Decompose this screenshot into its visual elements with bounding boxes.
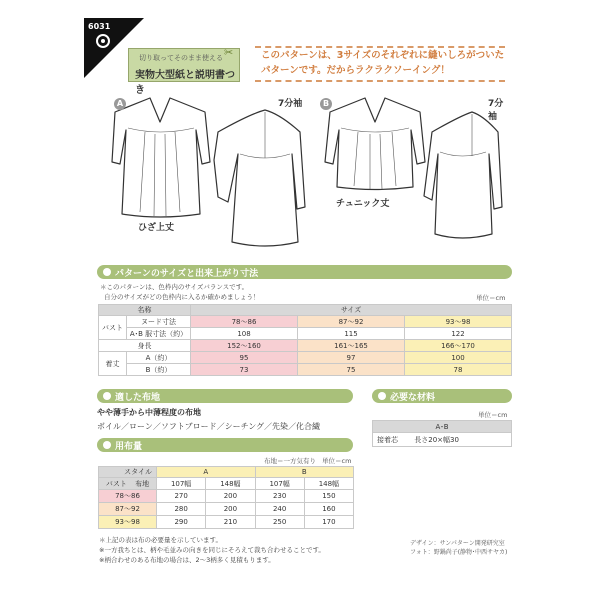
yardage-value: 170 bbox=[304, 516, 353, 529]
fabric-weight: やや薄手から中薄程度の布地 bbox=[97, 408, 201, 417]
yardage-width: 107幅 bbox=[255, 478, 304, 490]
materials-section-header bbox=[372, 389, 512, 403]
yardage-value: 240 bbox=[255, 503, 304, 516]
yardage-value: 200 bbox=[206, 490, 255, 503]
yardage-note-1: ＊上記の表は布の必要量を示しています。 bbox=[99, 536, 222, 544]
yardage-width: 148幅 bbox=[304, 478, 353, 490]
yardage-width: 107幅 bbox=[157, 478, 206, 490]
a-length-value: 97 bbox=[298, 352, 405, 364]
nude-label: ヌード寸法 bbox=[127, 316, 191, 328]
garment-illustrations bbox=[100, 92, 512, 252]
scissors-icon: ✂ bbox=[224, 46, 234, 59]
size-note-2: 自分のサイズがどの色枠内に入るか確かめましょう！ bbox=[104, 293, 260, 301]
yardage-section-header bbox=[97, 438, 353, 452]
materials-table bbox=[372, 420, 512, 447]
bullet-icon bbox=[103, 441, 111, 449]
badge-line2: 実物大型紙と説明書つき bbox=[135, 70, 235, 96]
nude-value: 93〜98 bbox=[405, 316, 512, 328]
yardage-value: 280 bbox=[157, 503, 206, 516]
yardage-style-b: B bbox=[255, 467, 354, 478]
bullet-icon bbox=[103, 268, 111, 276]
finished-label: A･B 服寸法（約） bbox=[127, 328, 191, 340]
badge-line1: 切り取ってそのまま使える bbox=[139, 54, 223, 62]
style-a-sleeve-label: 7分袖 bbox=[278, 99, 303, 109]
yardage-size: 78〜86 bbox=[99, 490, 157, 503]
pattern-code: 6031 bbox=[88, 22, 111, 31]
promo-box bbox=[255, 46, 505, 82]
yardage-style-a: A bbox=[157, 467, 256, 478]
size-note-1: ＊このパターンは、色枠内のサイズバランスです。 bbox=[100, 283, 249, 291]
a-length-label: A（約） bbox=[127, 352, 191, 364]
yardage-value: 230 bbox=[255, 490, 304, 503]
yardage-bust-fabric-head bbox=[99, 478, 157, 490]
yardage-section-title: 用布量 bbox=[115, 442, 143, 452]
materials-section-title: 必要な材料 bbox=[390, 393, 436, 403]
yardage-value: 210 bbox=[206, 516, 255, 529]
size-unit: 単位＝cm bbox=[476, 294, 506, 302]
size-section-title: パターンのサイズと出来上がり寸法 bbox=[115, 269, 259, 279]
size-section-header bbox=[97, 265, 512, 279]
yardage-value: 160 bbox=[304, 503, 353, 516]
fabric-section-title: 適した布地 bbox=[115, 393, 161, 403]
thread-reel-icon bbox=[96, 34, 110, 48]
yardage-value: 270 bbox=[157, 490, 206, 503]
yardage-size: 87〜92 bbox=[99, 503, 157, 516]
bullet-icon bbox=[378, 392, 386, 400]
yardage-unit-note: 布地＝一方気有り bbox=[264, 457, 316, 465]
size-table bbox=[98, 304, 512, 376]
style-b-sleeve-label: 7分袖 bbox=[488, 99, 504, 122]
yardage-note-2: ※一方我ちとは、柄や毛並みの向きを同じにそろえて裁ち合わせることです。 bbox=[99, 546, 325, 554]
dress-b-back bbox=[424, 112, 502, 238]
yardage-bust-head: バスト bbox=[105, 479, 127, 488]
promo-line1: このパターンは、3サイズのそれぞれに縫いしろがついた bbox=[261, 50, 505, 61]
b-length-value: 78 bbox=[405, 364, 512, 376]
style-b-length-label: チュニック丈 bbox=[336, 199, 390, 209]
yardage-value: 150 bbox=[304, 490, 353, 503]
yardage-value: 200 bbox=[206, 503, 255, 516]
materials-head: A･B bbox=[373, 421, 512, 433]
materials-row bbox=[373, 433, 512, 447]
yardage-note-3: ※柄合わせのある布地の場合は、2〜3柄多く見積もります。 bbox=[99, 556, 275, 564]
yardage-value: 250 bbox=[255, 516, 304, 529]
finished-value: 108 bbox=[191, 328, 298, 340]
yardage-unit: 単位＝cm bbox=[322, 457, 352, 465]
dress-a-back bbox=[214, 110, 305, 246]
interfacing-value: 長さ20×幅30 bbox=[414, 435, 459, 444]
height-value: 166〜170 bbox=[405, 340, 512, 352]
b-length-value: 73 bbox=[191, 364, 298, 376]
style-a-length-label: ひざ上丈 bbox=[138, 223, 175, 233]
dress-b-front bbox=[325, 98, 425, 190]
yardage-value: 290 bbox=[157, 516, 206, 529]
b-length-value: 75 bbox=[298, 364, 405, 376]
bullet-icon bbox=[103, 392, 111, 400]
interfacing-label: 接着芯 bbox=[377, 435, 398, 444]
fabric-list: ボイル／ローン／ソフトブロード／シーチング／先染／化合繊 bbox=[97, 422, 321, 431]
photo-credit: フォト：野鍋尚子(静物･中西サヤカ) bbox=[410, 549, 508, 556]
length-label: 着丈 bbox=[99, 352, 127, 376]
height-value: 161〜165 bbox=[298, 340, 405, 352]
height-value: 152〜160 bbox=[191, 340, 298, 352]
yardage-width: 148幅 bbox=[206, 478, 255, 490]
yardage-table bbox=[98, 466, 354, 529]
yardage-fabric-head: 布地 bbox=[135, 479, 150, 488]
design-credit: デザイン：サンパターン開発研究室 bbox=[410, 540, 505, 547]
b-length-label: B（約） bbox=[127, 364, 191, 376]
bust-label: バスト bbox=[99, 316, 127, 340]
style-a-marker: A bbox=[114, 98, 126, 110]
materials-unit: 単位＝cm bbox=[478, 411, 508, 419]
yardage-size: 93〜98 bbox=[99, 516, 157, 529]
promo-line2: パターンです。だからラクラクソーイング！ bbox=[261, 65, 450, 76]
size-head-size: サイズ bbox=[191, 305, 512, 316]
nude-value: 78〜86 bbox=[191, 316, 298, 328]
dress-a-front bbox=[112, 98, 210, 217]
a-length-value: 95 bbox=[191, 352, 298, 364]
height-label: 身長 bbox=[99, 340, 191, 352]
fabric-section-header bbox=[97, 389, 353, 403]
style-b-marker: B bbox=[320, 98, 332, 110]
yardage-style-head: スタイル bbox=[99, 467, 157, 478]
size-head-name: 名称 bbox=[99, 305, 191, 316]
a-length-value: 100 bbox=[405, 352, 512, 364]
finished-value: 122 bbox=[405, 328, 512, 340]
finished-value: 115 bbox=[298, 328, 405, 340]
nude-value: 87〜92 bbox=[298, 316, 405, 328]
